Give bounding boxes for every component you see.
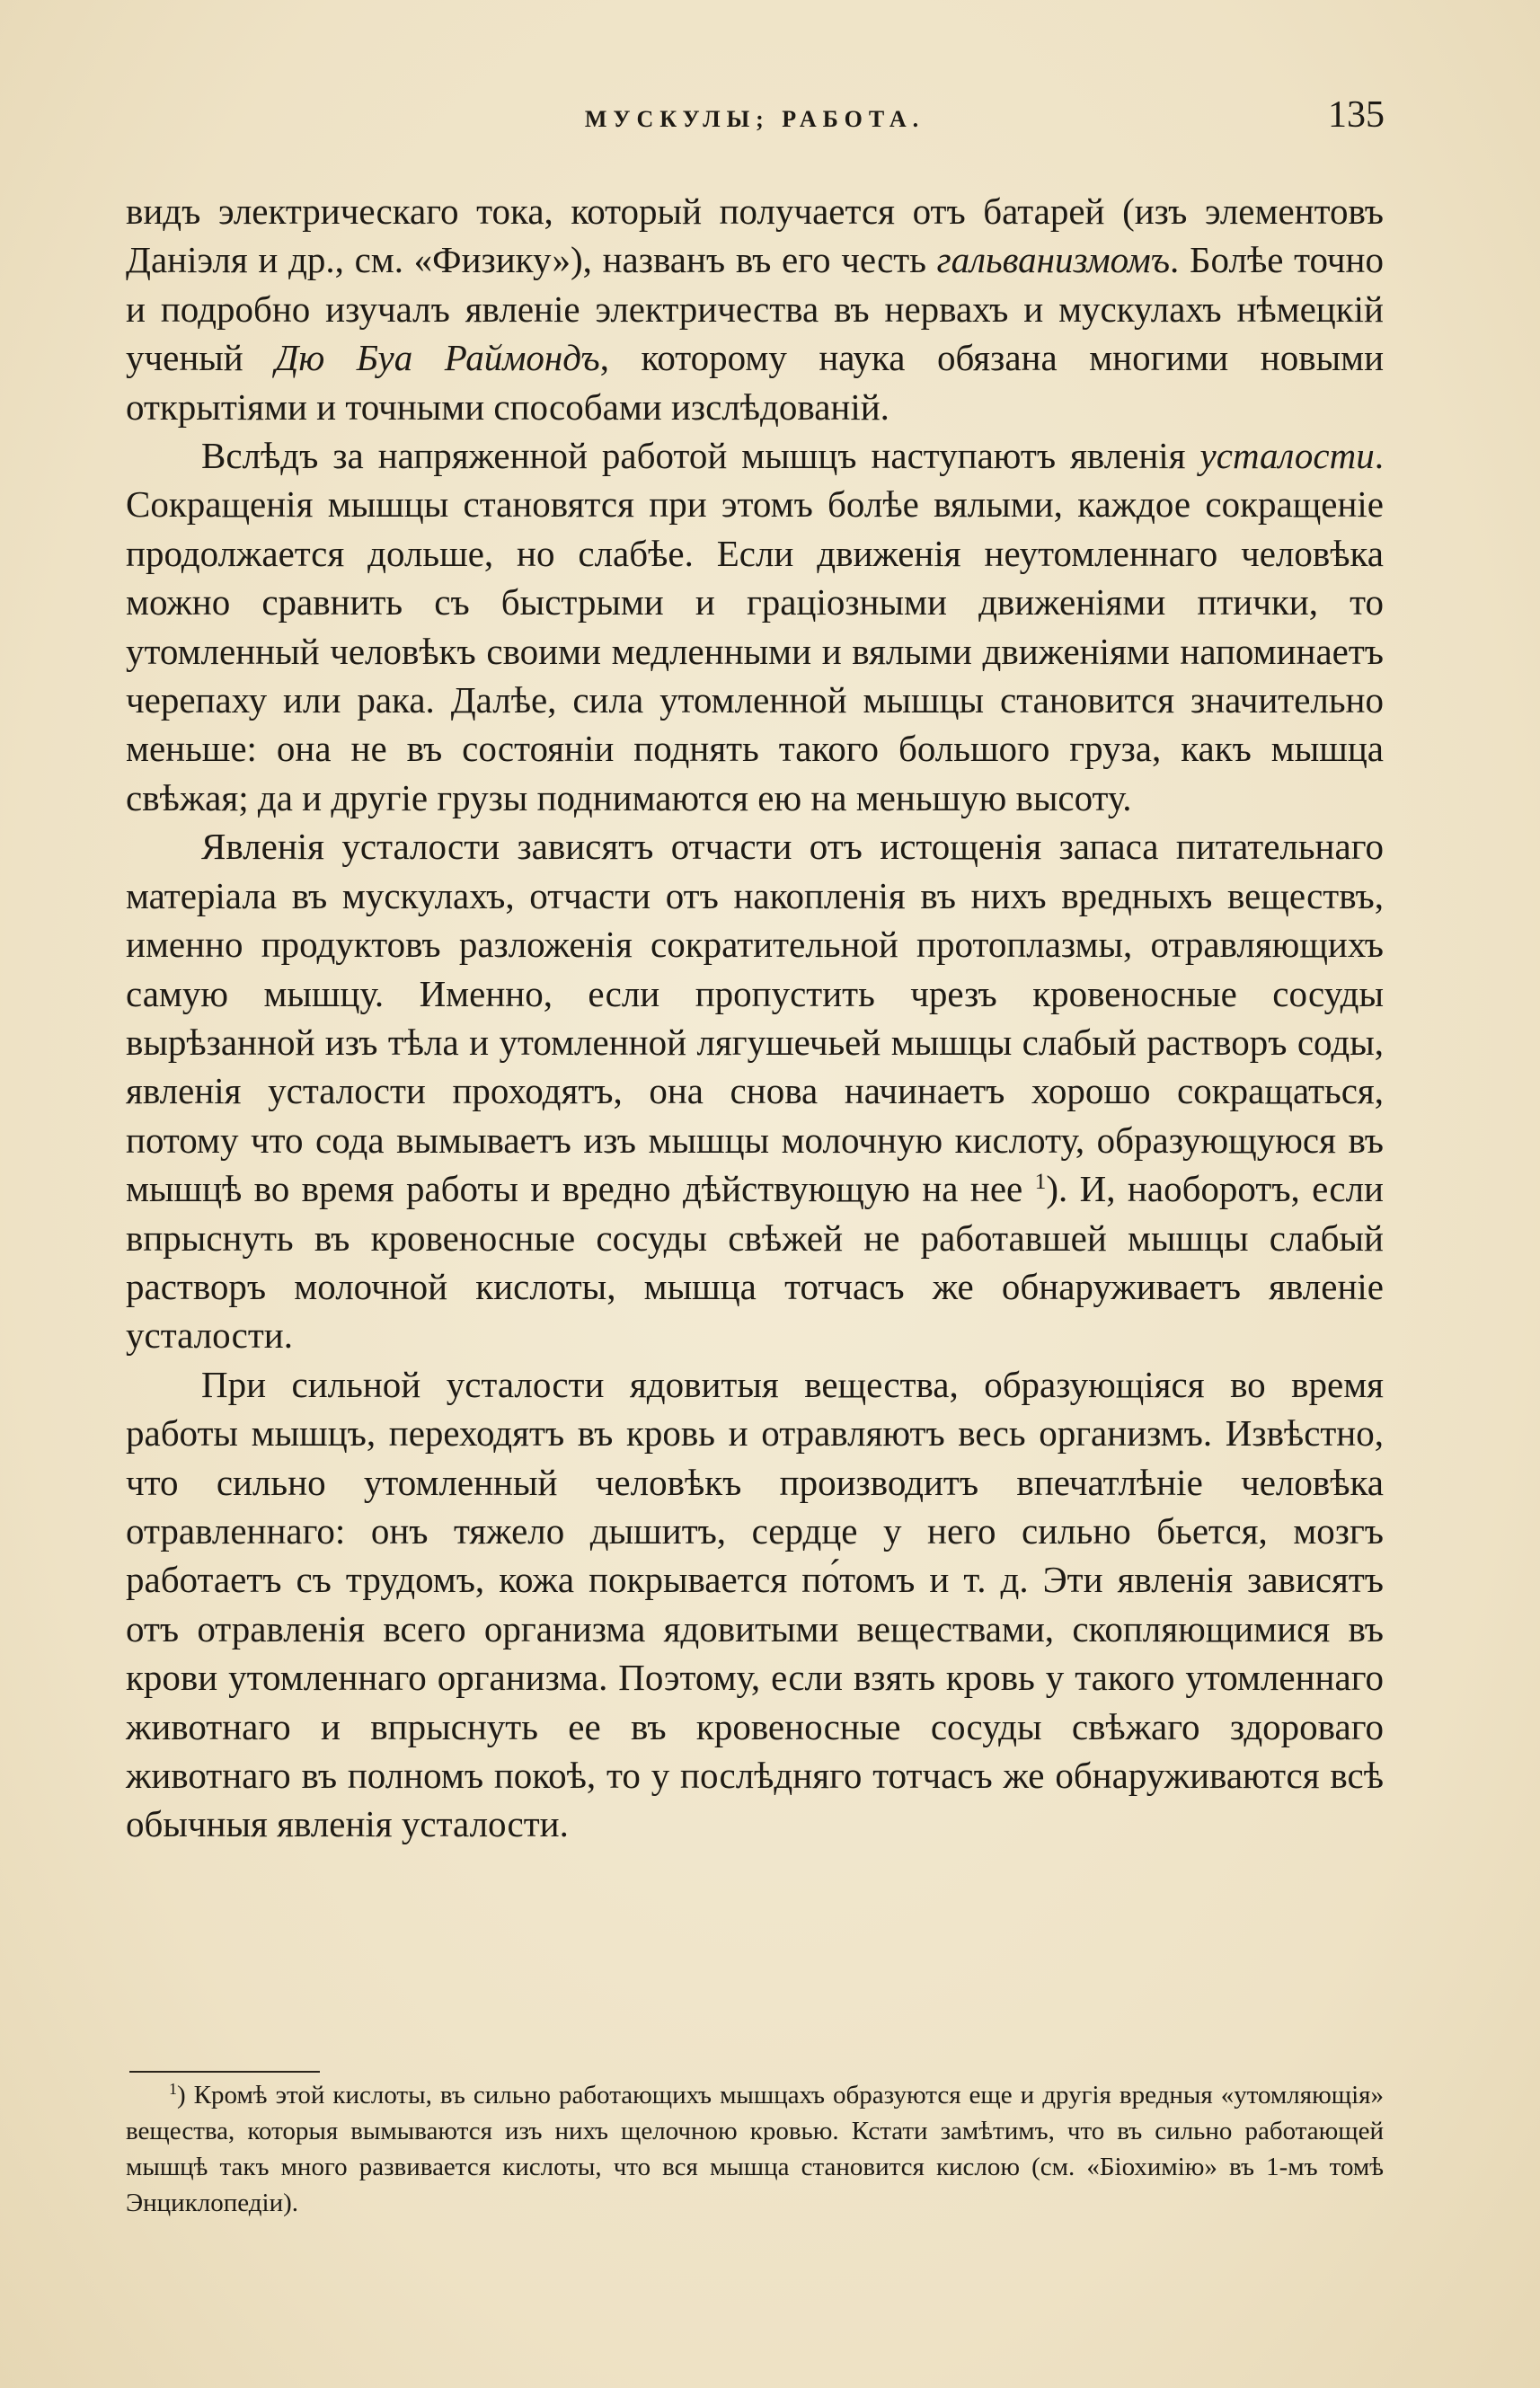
paragraph-text: При сильной усталости ядовитыя вещества, образующіяся во время работы мышцъ, переходятъ въ кровь и отравляютъ весь организмъ. Извѣстно, что сильно утомленный человѣкъ производитъ впечатлѣніе человѣка отравленнаго: онъ тяжело дышитъ, сердце у него сильно бьется, мозгъ работаетъ съ трудомъ, кожа покрывается по́томъ и т. д. Эти явленія зависятъ отъ отравленія всего организма ядовитыми веществами, скопляющимися въ крови утомленнаго организма. Поэтому, если взять кровь у такого утомленнаго животнаго и впрыснуть ее въ кровеносные сосуды свѣжаго здороваго животнаго въ полномъ покоѣ, то у послѣдняго тотчасъ же обнаруживаются всѣ обычныя явленія усталости. (126, 1363, 1384, 1845)
footnote-divider (129, 2071, 320, 2073)
paragraph (126, 1360, 1384, 1849)
running-title: МУСКУЛЫ; РАБОТА. (584, 106, 925, 132)
footnote-text: ) Кромѣ этой кислоты, въ сильно работающихъ мышцахъ образуются еще и другія вредныя «утомляющія» вещества, которыя вымываются изъ нихъ щелочною кровью. Кстати замѣтимъ, что въ сильно работающей мышцѣ такъ много развивается кислоты, что вся мышца становится кислою (см. «Біохимію» въ 1-мъ томѣ Энциклопедіи). (126, 2081, 1384, 2217)
paragraph-text: Вслѣдъ за напряженной работой мышцъ наступаютъ явленія (201, 435, 1200, 477)
italic-term: гальванизмомъ (936, 239, 1171, 281)
paragraph (126, 431, 1384, 822)
body-text (126, 187, 1384, 1849)
italic-term: усталости (1199, 435, 1375, 477)
paragraph (126, 822, 1384, 1359)
footnote-reference[interactable]: 1 (1034, 1169, 1047, 1195)
italic-name: Дю Буа Раймондъ (275, 337, 600, 379)
footnote (126, 2077, 1384, 2221)
paragraph (126, 187, 1384, 431)
paragraph-text: , которому наука обязана многими новыми открытіями и точными способами изслѣдованій. (126, 337, 1385, 428)
paragraph-text: видъ электрическаго тока, который получается отъ батарей (изъ элементовъ Даніэля и др., см. «Физику»), названъ въ его честь (126, 190, 1384, 281)
footnote-marker: 1 (169, 2080, 177, 2099)
paragraph-text: Явленія усталости зависятъ отчасти отъ истощенія запаса питательнаго матеріала въ мускулахъ, отчасти отъ накопленія въ нихъ вредныхъ веществъ, именно продуктовъ разложенія сократительной протоплазмы, отравляющихъ самую мышцу. Именно, если пропустить чрезъ кровеносные сосуды вырѣзанной изъ тѣла и утомленной лягушечьей мышцы слабый растворъ соды, явленія усталости проходятъ, она снова начинаетъ хорошо сокращаться, потому что сода вымываетъ изъ мышцы молочную кислоту, образующуюся въ мышцѣ во время работы и вредно дѣйствующую на нее (126, 826, 1384, 1210)
paragraph-text: . Болѣе точно и подробно изучалъ явленіе электричества въ нервахъ и мускулахъ нѣмецкій ученый (126, 239, 1384, 379)
running-head (126, 93, 1384, 147)
paragraph-text: ). И, наоборотъ, если впрыснуть въ кровеносные сосуды свѣжей не работавшей мышцы слабый растворъ молочной кислоты, мышца тотчасъ же обнаруживаетъ явленіе усталости. (126, 1168, 1384, 1357)
paragraph-text: . Сокращенія мышцы становятся при этомъ болѣе вялыми, каждое сокращеніе продолжается дольше, но слабѣе. Если движенія неутомленнаго человѣка можно сравнить съ быстрыми и граціозными движеніями птички, то утомленный человѣкъ своими медленными и вялыми движеніями напоминаетъ черепаху или рака. Далѣе, сила утомленной мышцы становится значительно меньше: она не въ состояніи поднять такого большого груза, какъ мышца свѣжая; да и другіе грузы поднимаются ею на меньшую высоту. (126, 435, 1384, 818)
page-number: 135 (1328, 94, 1385, 136)
